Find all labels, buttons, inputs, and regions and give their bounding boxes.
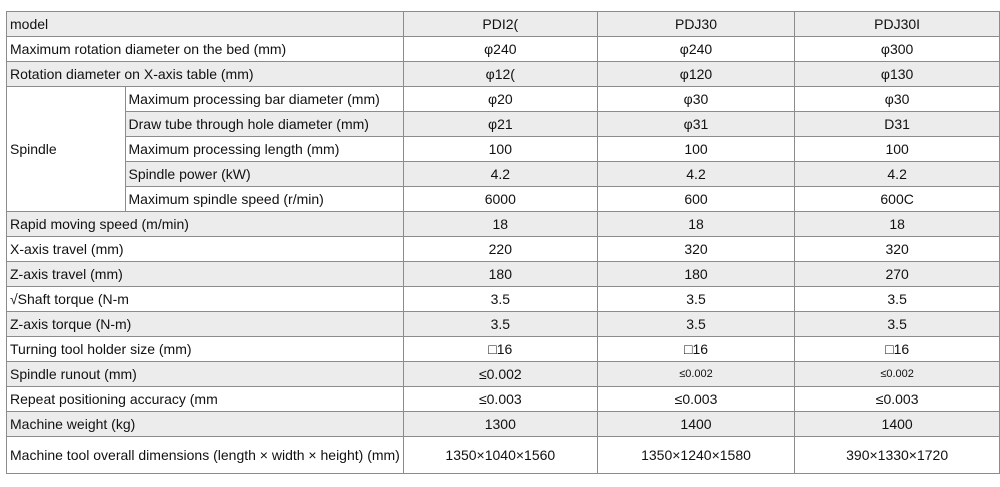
cell-value: □16 bbox=[597, 337, 794, 362]
header-row bbox=[7, 12, 1000, 37]
row-label: Maximum processing bar diameter (mm) bbox=[125, 87, 403, 112]
cell-value: ≤0.002 bbox=[795, 362, 1000, 387]
cell-value: ≤0.003 bbox=[597, 387, 794, 412]
cell-value: 600 bbox=[597, 187, 794, 212]
table-row bbox=[7, 62, 1000, 87]
cell-value: φ30 bbox=[597, 87, 794, 112]
cell-value: □16 bbox=[795, 337, 1000, 362]
table-row bbox=[7, 412, 1000, 437]
row-label: Draw tube through hole diameter (mm) bbox=[125, 112, 403, 137]
spindle-group-label: Spindle bbox=[7, 87, 126, 212]
table-row bbox=[7, 437, 1000, 474]
table-row bbox=[7, 137, 1000, 162]
cell-value: 4.2 bbox=[795, 162, 1000, 187]
cell-value: 100 bbox=[795, 137, 1000, 162]
cell-value: 320 bbox=[597, 237, 794, 262]
cell-value: φ120 bbox=[597, 62, 794, 87]
cell-value: ≤0.002 bbox=[403, 362, 597, 387]
row-label: Machine tool overall dimensions (length × width × height) (mm) bbox=[7, 437, 404, 474]
table-row bbox=[7, 187, 1000, 212]
model-name: PDI2( bbox=[403, 12, 597, 37]
cell-value: 1300 bbox=[403, 412, 597, 437]
cell-value: 100 bbox=[597, 137, 794, 162]
table-row bbox=[7, 387, 1000, 412]
cell-value: 220 bbox=[403, 237, 597, 262]
cell-value: ≤0.003 bbox=[795, 387, 1000, 412]
cell-value: φ20 bbox=[403, 87, 597, 112]
cell-value: φ240 bbox=[403, 37, 597, 62]
table-row bbox=[7, 87, 1000, 112]
cell-value: 1350×1240×1580 bbox=[597, 437, 794, 474]
cell-value: ≤0.002 bbox=[597, 362, 794, 387]
row-label: Spindle runout (mm) bbox=[7, 362, 404, 387]
row-label: Rotation diameter on X-axis table (mm) bbox=[7, 62, 404, 87]
cell-value: 3.5 bbox=[597, 312, 794, 337]
cell-value: 320 bbox=[795, 237, 1000, 262]
cell-value: φ31 bbox=[597, 112, 794, 137]
cell-value: 3.5 bbox=[597, 287, 794, 312]
cell-value: 270 bbox=[795, 262, 1000, 287]
row-label: Machine weight (kg) bbox=[7, 412, 404, 437]
cell-value: φ240 bbox=[597, 37, 794, 62]
cell-value: 1400 bbox=[597, 412, 794, 437]
cell-value: 3.5 bbox=[403, 312, 597, 337]
row-label: Z-axis torque (N-m) bbox=[7, 312, 404, 337]
row-label: Repeat positioning accuracy (mm bbox=[7, 387, 404, 412]
cell-value: 3.5 bbox=[795, 287, 1000, 312]
cell-value: ≤0.003 bbox=[403, 387, 597, 412]
table-row bbox=[7, 162, 1000, 187]
cell-value: 390×1330×1720 bbox=[795, 437, 1000, 474]
cell-value: 6000 bbox=[403, 187, 597, 212]
table-row bbox=[7, 237, 1000, 262]
cell-value: 18 bbox=[597, 212, 794, 237]
header-label: model bbox=[7, 12, 404, 37]
cell-value: φ21 bbox=[403, 112, 597, 137]
row-label: Maximum spindle speed (r/min) bbox=[125, 187, 403, 212]
row-label: √Shaft torque (N-m bbox=[7, 287, 404, 312]
table-row bbox=[7, 287, 1000, 312]
cell-value: 4.2 bbox=[403, 162, 597, 187]
cell-value: φ130 bbox=[795, 62, 1000, 87]
table-row bbox=[7, 262, 1000, 287]
cell-value: D31 bbox=[795, 112, 1000, 137]
cell-value: 180 bbox=[403, 262, 597, 287]
row-label: Spindle power (kW) bbox=[125, 162, 403, 187]
cell-value: 3.5 bbox=[403, 287, 597, 312]
table-row bbox=[7, 37, 1000, 62]
row-label: Rapid moving speed (m/min) bbox=[7, 212, 404, 237]
cell-value: φ30 bbox=[795, 87, 1000, 112]
cell-value: 18 bbox=[403, 212, 597, 237]
cell-value: 4.2 bbox=[597, 162, 794, 187]
cell-value: □16 bbox=[403, 337, 597, 362]
row-label: Maximum processing length (mm) bbox=[125, 137, 403, 162]
cell-value: φ12( bbox=[403, 62, 597, 87]
row-label: X-axis travel (mm) bbox=[7, 237, 404, 262]
cell-value: 100 bbox=[403, 137, 597, 162]
cell-value: 600C bbox=[795, 187, 1000, 212]
cell-value: 3.5 bbox=[795, 312, 1000, 337]
cell-value: 18 bbox=[795, 212, 1000, 237]
row-label: Z-axis travel (mm) bbox=[7, 262, 404, 287]
cell-value: φ300 bbox=[795, 37, 1000, 62]
row-label: Turning tool holder size (mm) bbox=[7, 337, 404, 362]
cell-value: 1400 bbox=[795, 412, 1000, 437]
table-row bbox=[7, 362, 1000, 387]
table-row bbox=[7, 337, 1000, 362]
row-label: Maximum rotation diameter on the bed (mm) bbox=[7, 37, 404, 62]
model-name: PDJ30I bbox=[795, 12, 1000, 37]
spec-table bbox=[6, 11, 1000, 474]
cell-value: 180 bbox=[597, 262, 794, 287]
table-row bbox=[7, 312, 1000, 337]
model-name: PDJ30 bbox=[597, 12, 794, 37]
table-row bbox=[7, 212, 1000, 237]
table-row bbox=[7, 112, 1000, 137]
cell-value: 1350×1040×1560 bbox=[403, 437, 597, 474]
